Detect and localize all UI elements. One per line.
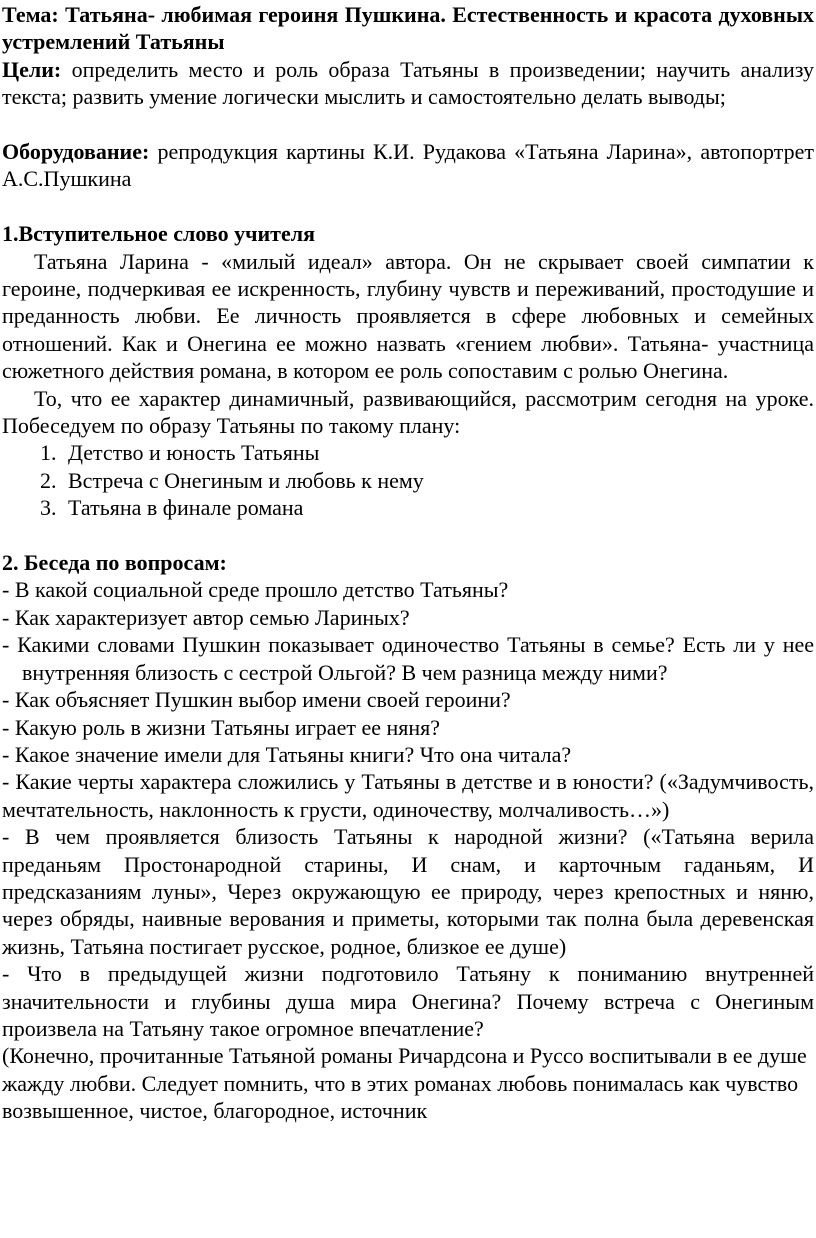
question-item: - Как объясняет Пушкин выбор имени своей героини? xyxy=(2,687,511,713)
section1-heading: 1.Вступительное слово учителя xyxy=(2,221,315,247)
topic-text: Татьяна- любимая героиня Пушкина. Естественность и красота духовных устремлений Татьяны xyxy=(2,2,814,55)
section1-paragraph-2: То, что ее характер динамичный, развивающийся, рассмотрим сегодня на уроке. Побеседуем по образу Татьяны по такому плану: xyxy=(2,385,814,439)
question-item: - Какие черты характера сложились у Татьяны в детстве и в юности? («Задумчивость, мечтательность, наклонность к грусти, одиночеству, молчаливость…») xyxy=(2,769,814,822)
question-item: - Как характеризует автор семью Лариных? xyxy=(2,604,410,630)
section2-heading: 2. Беседа по вопросам: xyxy=(2,550,227,576)
goals-label: Цели: xyxy=(2,56,62,82)
blank-line xyxy=(2,522,814,549)
blank-line xyxy=(2,111,814,138)
question-item: - Какую роль в жизни Татьяны играет ее няня? xyxy=(2,714,441,740)
blank-line xyxy=(2,193,814,220)
topic-line xyxy=(2,1,814,56)
question-item: - Что в предыдущей жизни подготовило Татьяну к пониманию внутренней значительности и глубины душа мира Онегина? Почему встреча с Онегиным произвела на Татьяну такое огромное впечатление? xyxy=(2,961,814,1041)
section1-paragraph-1: Татьяна Ларина - «милый идеал» автора. Он не скрывает своей симпатии к героине, подчеркивая ее искренность, глубину чувств и переживаний, простодушие и преданность любви. Ее личность проявляется в сфере любовных и семейных отношений. Как и Онегина ее можно назвать «гением любви». Татьяна- участница сюжетного действия романа, в котором ее роль сопоставим с ролью Онегина. xyxy=(2,248,814,384)
question-item: - В чем проявляется близость Татьяны к народной жизни? («Татьяна верила преданьям Простонародной старины, И снам, и карточным гаданьям, И предсказаниям луны», Через окружающую ее природу, через крепостных и няню, через обряды, наивные верования и приметы, которыми так полна была деревенская жизнь, Татьяна постигает русское, родное, близкое ее душе) xyxy=(2,824,814,959)
plan-item: 3. Татьяна в финале романа xyxy=(62,494,814,521)
closing-paragraph: (Конечно, прочитанные Татьяной романы Ричардсона и Руссо воспитывали в ее душе жажду любви. Следует помнить, что в этих романах любовь понималась как чувство возвышенное, чистое, благородное, источник xyxy=(2,1043,807,1124)
question-item: - В какой социальной среде прошло детство Татьяны? xyxy=(2,577,509,603)
goals-line xyxy=(2,56,814,111)
plan-item: 1. Детство и юность Татьяны xyxy=(62,439,814,466)
plan-list xyxy=(2,439,814,521)
equipment-line xyxy=(2,138,814,193)
equipment-label: Оборудование: xyxy=(2,139,150,165)
goals-text: определить место и роль образа Татьяны в произведении; научить анализу текста; развить умение логически мыслить и самостоятельно делать выводы; xyxy=(2,56,814,110)
plan-item: 2. Встреча с Онегиным и любовь к нему xyxy=(62,467,814,494)
question-item: - Какими словами Пушкин показывает одиночество Татьяны в семье? Есть ли у нее внутренняя близость с сестрой Ольгой? В чем разница между ними? xyxy=(2,632,814,685)
equipment-text: репродукция картины К.И. Рудакова «Татьяна Ларина», автопортрет А.С.Пушкина xyxy=(2,139,815,192)
topic-label: Тема: xyxy=(2,2,59,27)
question-item: - Какое значение имели для Татьяны книги? Что она читала? xyxy=(2,741,572,767)
